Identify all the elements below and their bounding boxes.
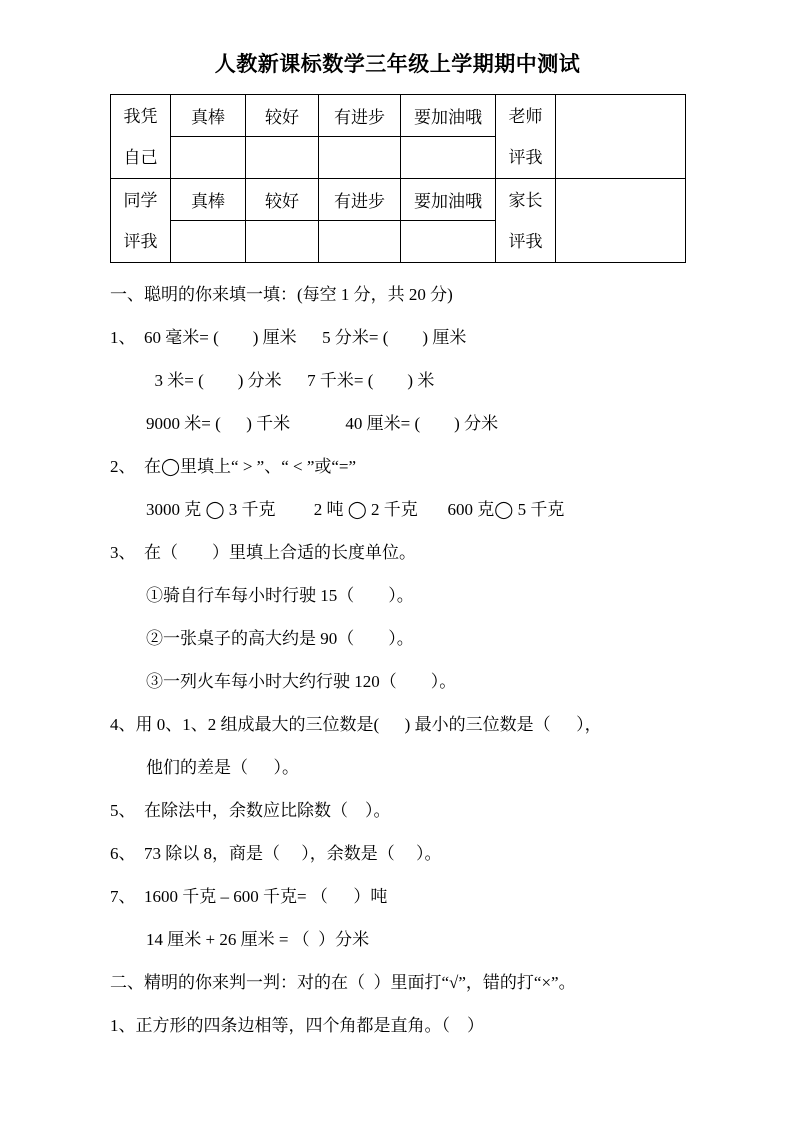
question-body	[110, 273, 685, 1047]
eval-label-text: 老师	[508, 106, 543, 126]
section-heading-1: 一、聪明的你来填一填：(每空 1 分，共 20 分)	[110, 285, 453, 304]
eval-rating-header: 真棒	[171, 179, 246, 221]
question-line: 3 米= ( ) 分米 7 千米= ( ) 米	[146, 371, 435, 390]
question-line: 4、用 0、1、2 组成最大的三位数是( ) 最小的三位数是（ ），	[110, 715, 602, 734]
eval-mark-cell	[246, 221, 319, 263]
evaluation-table	[110, 94, 686, 263]
eval-teacher-comment-cell	[556, 95, 686, 179]
eval-mark-cell	[401, 221, 496, 263]
question-line: 5、 在除法中，余数应比除数（ ）。	[110, 801, 391, 820]
eval-rating-header: 较好	[246, 179, 319, 221]
eval-row-peer-header	[111, 179, 686, 221]
eval-label-text: 家长	[508, 190, 543, 210]
eval-rating-header: 真棒	[171, 95, 246, 137]
eval-row-self-header	[111, 95, 686, 137]
eval-mark-cell	[171, 137, 246, 179]
eval-label-text: 评我	[508, 147, 543, 167]
eval-rating-header: 要加油哦	[401, 95, 496, 137]
eval-mark-cell	[171, 221, 246, 263]
question-line: 7、 1600 千克 – 600 千克= （ ）吨	[110, 887, 388, 906]
eval-rating-header: 有进步	[319, 179, 401, 221]
question-line: ②一张桌子的高大约是 90（ ）。	[146, 629, 414, 648]
eval-mark-cell	[319, 221, 401, 263]
question-line: 1、正方形的四条边相等，四个角都是直角。（ ）	[110, 1016, 484, 1035]
question-line: 2、 在◯里填上“ > ”、“ < ”或“=”	[110, 457, 357, 476]
eval-label-text: 评我	[123, 231, 158, 251]
eval-label-text: 自己	[123, 147, 158, 167]
section-heading-2: 二、精明的你来判一判：对的在（ ）里面打“√”，错的打“×”。	[110, 973, 576, 992]
question-line: ③一列火车每小时大约行驶 120（ ）。	[146, 672, 457, 691]
question-line: 9000 米= ( ) 千米 40 厘米= ( ) 分米	[146, 414, 499, 433]
question-line: 3、 在（ ）里填上合适的长度单位。	[110, 543, 416, 562]
question-line: 他们的差是（ ）。	[146, 758, 299, 777]
question-line: 14 厘米 + 26 厘米 = （ ）分米	[146, 930, 370, 949]
eval-right-label-parent	[496, 179, 556, 263]
eval-rating-header: 要加油哦	[401, 179, 496, 221]
eval-rating-header: 较好	[246, 95, 319, 137]
eval-left-label-self	[111, 95, 171, 179]
eval-parent-comment-cell	[556, 179, 686, 263]
eval-label-text: 我凭	[123, 106, 158, 126]
page-title: 人教新课标数学三年级上学期期中测试	[214, 53, 581, 76]
eval-right-label-teacher	[496, 95, 556, 179]
eval-label-text: 评我	[508, 231, 543, 251]
eval-rating-header: 有进步	[319, 95, 401, 137]
eval-left-label-peer	[111, 179, 171, 263]
eval-mark-cell	[401, 137, 496, 179]
question-line: ①骑自行车每小时行驶 15（ ）。	[146, 586, 414, 605]
eval-mark-cell	[319, 137, 401, 179]
eval-label-text: 同学	[123, 190, 158, 210]
question-line: 3000 克 ◯ 3 千克 2 吨 ◯ 2 千克 600 克◯ 5 千克	[146, 500, 565, 519]
eval-mark-cell	[246, 137, 319, 179]
question-line: 1、 60 毫米= ( ) 厘米 5 分米= ( ) 厘米	[110, 328, 467, 347]
question-line: 6、 73 除以 8，商是（ ），余数是（ ）。	[110, 844, 442, 863]
